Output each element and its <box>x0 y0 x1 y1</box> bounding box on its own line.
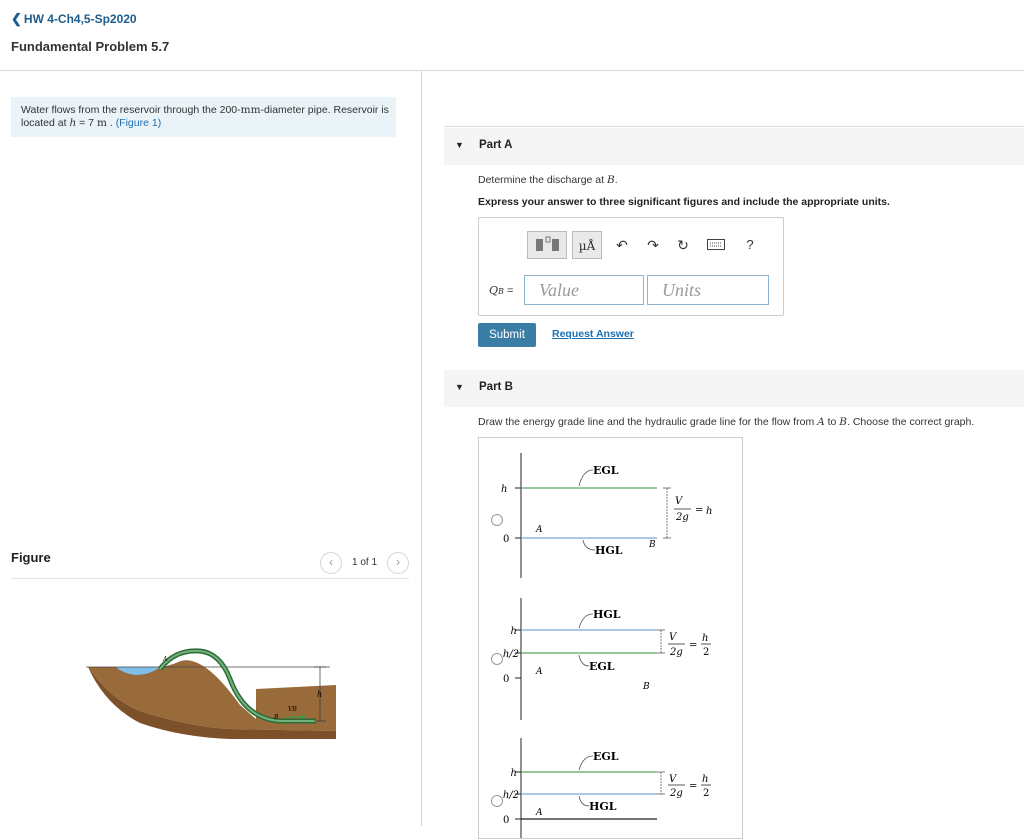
label-0: 0 <box>503 674 510 685</box>
math-toolbar <box>527 231 773 259</box>
previous-figure-button[interactable] <box>320 552 342 574</box>
label-0: 0 <box>503 815 510 826</box>
vb-label: V <box>669 774 677 785</box>
graph-option-3-radio[interactable] <box>491 795 503 807</box>
egl-label: EGL <box>593 464 619 477</box>
template-block-small <box>546 237 550 242</box>
reset-icon[interactable]: ↻ <box>677 237 689 253</box>
hgl-leader <box>579 796 589 806</box>
part-a-question: Determine the discharge at B. <box>478 174 618 186</box>
keyboard-glyph <box>707 239 725 250</box>
graph-option-2-radio[interactable] <box>491 653 503 665</box>
figure-page-count: 1 of 1 <box>352 557 378 568</box>
label-h: h <box>510 768 517 779</box>
problem-title: Fundamental Problem 5.7 <box>11 39 170 54</box>
graph-options-box <box>478 437 743 839</box>
two-g-label: 2g <box>670 647 683 658</box>
part-a-instruction: Express your answer to three significant figures and include the appropriate units. <box>478 196 890 208</box>
undo-icon[interactable]: ↶ <box>616 237 628 253</box>
chevron-right-icon: › <box>396 555 400 569</box>
collapse-triangle-icon[interactable]: ▼ <box>455 140 464 150</box>
vb-label: V <box>675 496 683 507</box>
value-input[interactable]: Value <box>524 275 644 305</box>
label-h: h <box>510 626 517 637</box>
units-input[interactable]: Units <box>647 275 769 305</box>
rhs-two: 2 <box>703 647 710 658</box>
chevron-left-icon: ‹ <box>329 555 333 569</box>
figure-a-label: A <box>163 656 168 663</box>
hgl-leader <box>579 614 593 628</box>
part-b-question: Draw the energy grade line and the hydraulic grade line for the flow from A to B. Choose the correct graph. <box>478 416 975 428</box>
rhs-h: h <box>702 774 709 785</box>
egl-leader <box>579 470 593 486</box>
template-button[interactable] <box>527 231 567 259</box>
two-g-label: 2g <box>676 512 689 523</box>
answer-column <box>422 71 1024 826</box>
units-symbol-button[interactable]: µÅ <box>572 231 602 259</box>
figure-vb-label: VB <box>288 706 297 713</box>
figure-heading: Figure <box>11 550 51 565</box>
next-figure-button[interactable] <box>387 552 409 574</box>
reservoir-pipe-figure <box>80 639 340 749</box>
request-answer-link[interactable]: Request Answer <box>552 328 634 340</box>
rhs-two: 2 <box>703 788 710 799</box>
label-b: B <box>649 540 656 550</box>
vb-label: V <box>669 632 677 643</box>
chevron-left-icon: ❮ <box>11 11 22 26</box>
template-block-right <box>552 239 559 251</box>
label-0: 0 <box>503 534 510 545</box>
graph-option-1 <box>501 453 712 578</box>
redo-icon[interactable]: ↷ <box>647 237 659 253</box>
rhs-h: h <box>702 633 709 644</box>
equals-sign: = <box>689 781 698 792</box>
problem-column <box>0 71 422 826</box>
label-h2: h/2 <box>502 790 519 801</box>
figure-h-label: h <box>317 690 323 699</box>
equals-sign: = <box>695 505 704 516</box>
part-b-header[interactable]: ▼ Part B <box>444 370 1024 407</box>
two-g-label: 2g <box>670 788 683 799</box>
template-block-left <box>536 239 543 251</box>
section-divider <box>444 126 1024 127</box>
label-a: A <box>536 808 543 818</box>
figure-b-label: B <box>274 714 279 721</box>
keyboard-outline <box>708 240 725 250</box>
rhs-h: h <box>706 506 713 517</box>
answer-box <box>478 217 784 316</box>
submit-button[interactable]: Submit <box>478 323 536 347</box>
label-b: B <box>643 682 650 692</box>
part-a-header[interactable]: ▼ Part A <box>444 128 1024 165</box>
hgl-label: HGL <box>589 800 617 813</box>
problem-statement: Water flows from the reservoir through the 200-mm-diameter pipe. Reservoir is located at h = 7 m . (Figure 1) <box>11 97 396 137</box>
figure-divider <box>11 578 409 579</box>
hgl-leader <box>583 540 595 550</box>
label-a: A <box>536 667 543 677</box>
back-to-assignment-link[interactable]: ❮ HW 4-Ch4,5-Sp2020 <box>11 11 137 26</box>
hgl-label: HGL <box>593 608 621 621</box>
hgl-label: HGL <box>595 544 623 557</box>
graph-options-svg <box>479 438 742 838</box>
graph-option-1-radio[interactable] <box>491 514 503 526</box>
collapse-triangle-icon[interactable]: ▼ <box>455 382 464 392</box>
figure-link[interactable]: (Figure 1) <box>115 117 162 129</box>
egl-label: EGL <box>593 750 619 763</box>
label-h: h <box>501 484 508 495</box>
label-h2: h/2 <box>502 649 519 660</box>
assignment-header <box>0 0 1024 71</box>
keyboard-icon[interactable] <box>703 231 729 259</box>
egl-leader <box>579 655 589 666</box>
label-a: A <box>536 525 543 535</box>
graph-option-2 <box>503 598 711 720</box>
egl-leader <box>579 756 593 770</box>
template-icon <box>534 236 560 254</box>
equals-sign: = <box>689 640 698 651</box>
qb-label: QB = <box>489 284 514 297</box>
egl-label: EGL <box>589 660 615 673</box>
graph-option-3 <box>503 738 711 838</box>
help-button[interactable]: ? <box>746 237 754 252</box>
